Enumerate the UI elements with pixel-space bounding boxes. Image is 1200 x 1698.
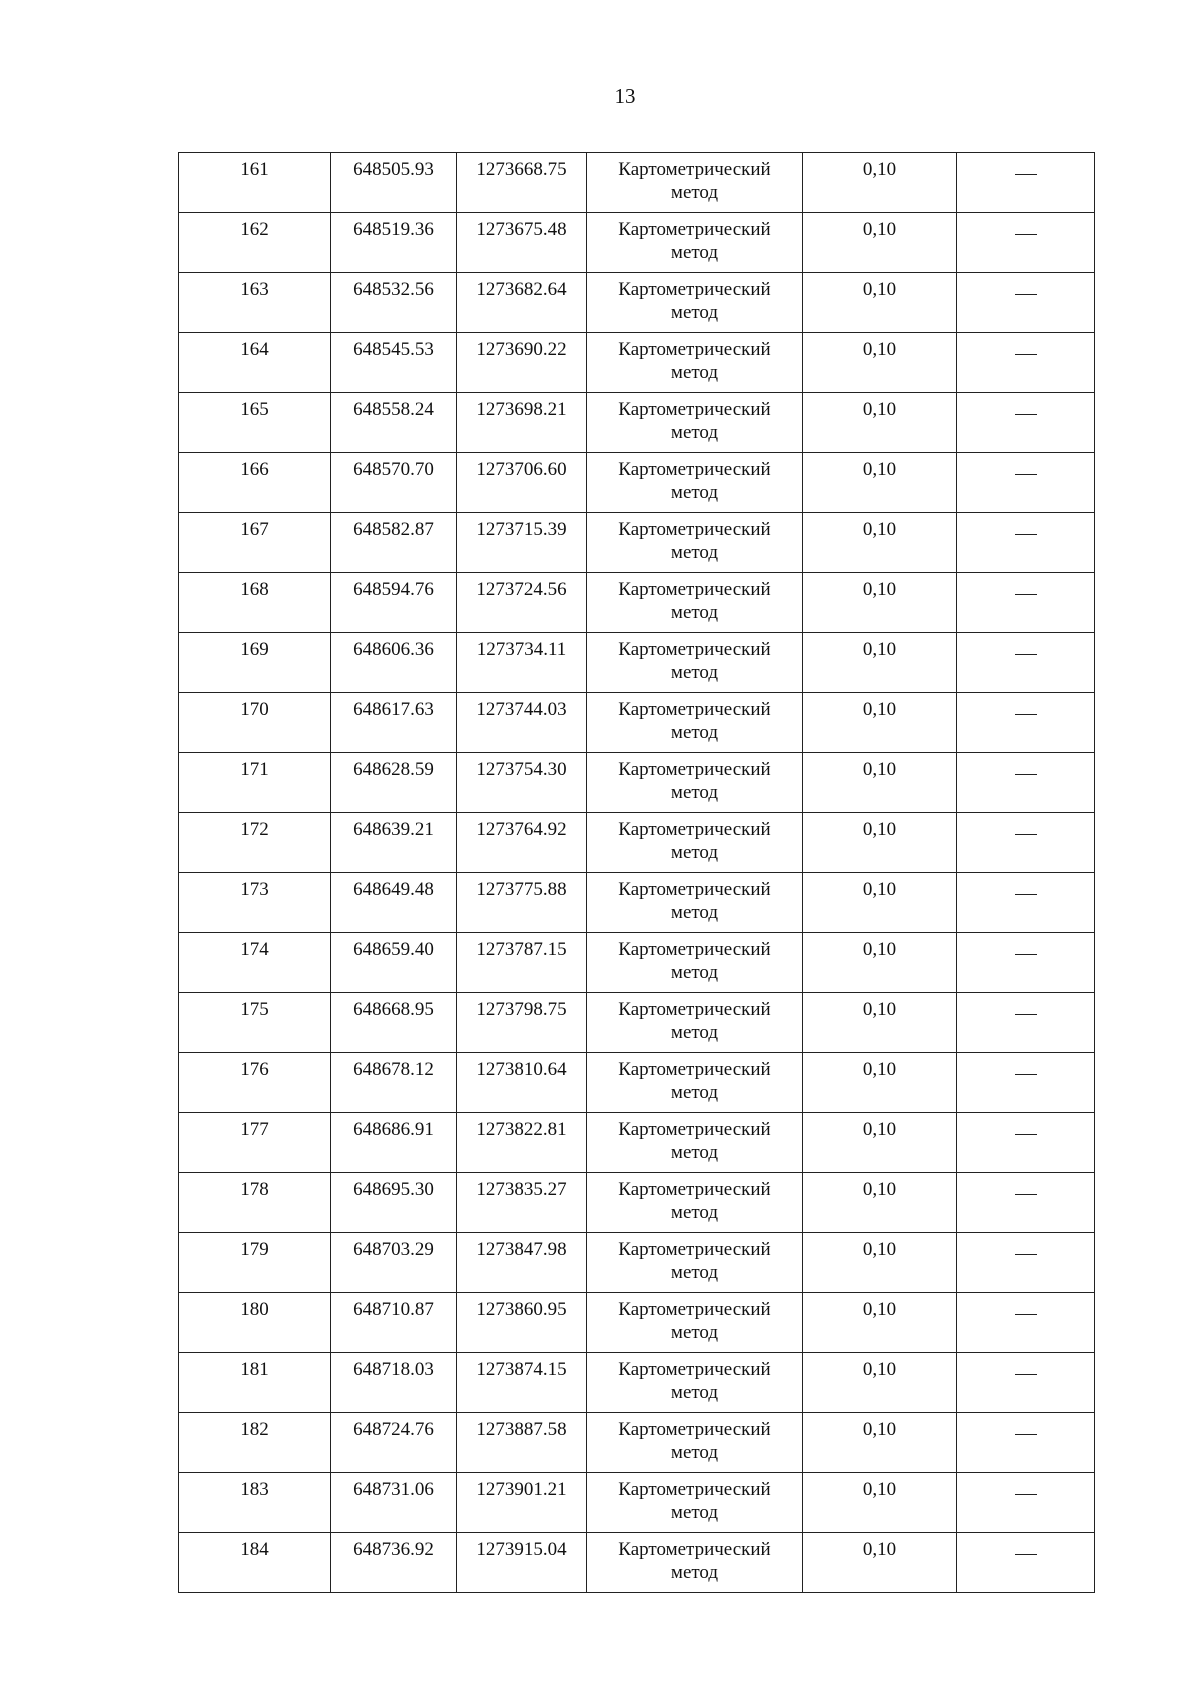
note-cell [957, 1113, 1095, 1173]
point-number-cell: 177 [179, 1113, 331, 1173]
method-line-1: Картометрический [618, 1479, 771, 1500]
page-number: 13 [614, 84, 636, 108]
method-cell [587, 453, 803, 513]
y-coordinate-cell: 1273754.30 [457, 753, 587, 813]
method-line-2: метод [670, 842, 719, 863]
method-cell [587, 873, 803, 933]
dash-mark [1015, 474, 1037, 475]
method-line-1: Картометрический [618, 699, 771, 720]
y-coordinate-cell: 1273810.64 [457, 1053, 587, 1113]
x-coordinate-cell: 648724.76 [331, 1413, 457, 1473]
method-line-2: метод [670, 542, 719, 563]
method-line-2: метод [670, 1202, 719, 1223]
x-coordinate-cell: 648617.63 [331, 693, 457, 753]
table-row [179, 1533, 1095, 1593]
table-row [179, 1053, 1095, 1113]
table-row [179, 513, 1095, 573]
method-line-2: метод [670, 962, 719, 983]
y-coordinate-cell: 1273690.22 [457, 333, 587, 393]
dash-mark [1015, 354, 1037, 355]
method-line-1: Картометрический [618, 1359, 771, 1380]
point-number-cell: 181 [179, 1353, 331, 1413]
note-cell [957, 153, 1095, 213]
method-line-2: метод [670, 1502, 719, 1523]
accuracy-cell: 0,10 [803, 873, 957, 933]
note-cell [957, 1413, 1095, 1473]
point-number-cell: 161 [179, 153, 331, 213]
method-line-2: метод [670, 1082, 719, 1103]
method-line-1: Картометрический [618, 639, 771, 660]
coordinates-table-body [179, 153, 1095, 1593]
table-row [179, 1233, 1095, 1293]
accuracy-cell: 0,10 [803, 693, 957, 753]
method-line-2: метод [670, 782, 719, 803]
table-row [179, 1353, 1095, 1413]
method-cell [587, 633, 803, 693]
method-cell [587, 273, 803, 333]
table-row [179, 1113, 1095, 1173]
y-coordinate-cell: 1273764.92 [457, 813, 587, 873]
method-line-1: Картометрический [618, 819, 771, 840]
method-line-2: метод [670, 422, 719, 443]
dash-mark [1015, 1434, 1037, 1435]
table-row [179, 753, 1095, 813]
point-number-cell: 172 [179, 813, 331, 873]
note-cell [957, 213, 1095, 273]
dash-mark [1015, 654, 1037, 655]
y-coordinate-cell: 1273744.03 [457, 693, 587, 753]
table-row [179, 1413, 1095, 1473]
accuracy-cell: 0,10 [803, 933, 957, 993]
point-number-cell: 162 [179, 213, 331, 273]
point-number-cell: 164 [179, 333, 331, 393]
method-line-1: Картометрический [618, 1179, 771, 1200]
point-number-cell: 184 [179, 1533, 331, 1593]
dash-mark [1015, 594, 1037, 595]
y-coordinate-cell: 1273887.58 [457, 1413, 587, 1473]
x-coordinate-cell: 648606.36 [331, 633, 457, 693]
method-cell [587, 213, 803, 273]
accuracy-cell: 0,10 [803, 1053, 957, 1113]
point-number-cell: 183 [179, 1473, 331, 1533]
method-line-2: метод [670, 722, 719, 743]
accuracy-cell: 0,10 [803, 1293, 957, 1353]
method-line-1: Картометрический [618, 759, 771, 780]
table-row [179, 993, 1095, 1053]
dash-mark [1015, 294, 1037, 295]
table-row [179, 453, 1095, 513]
dash-mark [1015, 234, 1037, 235]
table-row [179, 1173, 1095, 1233]
method-cell [587, 693, 803, 753]
method-line-1: Картометрический [618, 939, 771, 960]
accuracy-cell: 0,10 [803, 333, 957, 393]
dash-mark [1015, 834, 1037, 835]
point-number-cell: 171 [179, 753, 331, 813]
method-line-1: Картометрический [618, 999, 771, 1020]
method-line-2: метод [670, 1442, 719, 1463]
table-row [179, 573, 1095, 633]
x-coordinate-cell: 648594.76 [331, 573, 457, 633]
point-number-cell: 165 [179, 393, 331, 453]
method-line-1: Картометрический [618, 1539, 771, 1560]
dash-mark [1015, 1554, 1037, 1555]
x-coordinate-cell: 648649.48 [331, 873, 457, 933]
dash-mark [1015, 1014, 1037, 1015]
x-coordinate-cell: 648736.92 [331, 1533, 457, 1593]
y-coordinate-cell: 1273668.75 [457, 153, 587, 213]
method-line-1: Картометрический [618, 459, 771, 480]
dash-mark [1015, 1254, 1037, 1255]
note-cell [957, 1533, 1095, 1593]
y-coordinate-cell: 1273860.95 [457, 1293, 587, 1353]
method-cell [587, 153, 803, 213]
table-row [179, 333, 1095, 393]
x-coordinate-cell: 648558.24 [331, 393, 457, 453]
dash-mark [1015, 954, 1037, 955]
note-cell [957, 273, 1095, 333]
method-cell [587, 1113, 803, 1173]
x-coordinate-cell: 648639.21 [331, 813, 457, 873]
method-cell [587, 1533, 803, 1593]
dash-mark [1015, 774, 1037, 775]
accuracy-cell: 0,10 [803, 573, 957, 633]
x-coordinate-cell: 648710.87 [331, 1293, 457, 1353]
point-number-cell: 166 [179, 453, 331, 513]
accuracy-cell: 0,10 [803, 1353, 957, 1413]
accuracy-cell: 0,10 [803, 1413, 957, 1473]
dash-mark [1015, 1194, 1037, 1195]
coordinates-table [178, 152, 1095, 1593]
table-row [179, 933, 1095, 993]
method-line-2: метод [670, 182, 719, 203]
dash-mark [1015, 714, 1037, 715]
method-cell [587, 1473, 803, 1533]
method-line-2: метод [670, 1322, 719, 1343]
y-coordinate-cell: 1273835.27 [457, 1173, 587, 1233]
point-number-cell: 167 [179, 513, 331, 573]
point-number-cell: 175 [179, 993, 331, 1053]
x-coordinate-cell: 648659.40 [331, 933, 457, 993]
y-coordinate-cell: 1273798.75 [457, 993, 587, 1053]
method-line-2: метод [670, 1142, 719, 1163]
table-row [179, 693, 1095, 753]
note-cell [957, 393, 1095, 453]
x-coordinate-cell: 648695.30 [331, 1173, 457, 1233]
x-coordinate-cell: 648570.70 [331, 453, 457, 513]
method-line-2: метод [670, 1562, 719, 1583]
note-cell [957, 633, 1095, 693]
y-coordinate-cell: 1273915.04 [457, 1533, 587, 1593]
method-line-1: Картометрический [618, 399, 771, 420]
method-line-1: Картометрический [618, 519, 771, 540]
method-cell [587, 1173, 803, 1233]
method-line-1: Картометрический [618, 579, 771, 600]
accuracy-cell: 0,10 [803, 753, 957, 813]
accuracy-cell: 0,10 [803, 1233, 957, 1293]
note-cell [957, 1353, 1095, 1413]
note-cell [957, 1473, 1095, 1533]
x-coordinate-cell: 648678.12 [331, 1053, 457, 1113]
table-row [179, 273, 1095, 333]
note-cell [957, 513, 1095, 573]
dash-mark [1015, 894, 1037, 895]
method-line-1: Картометрический [618, 1239, 771, 1260]
dash-mark [1015, 1134, 1037, 1135]
note-cell [957, 1053, 1095, 1113]
point-number-cell: 179 [179, 1233, 331, 1293]
note-cell [957, 753, 1095, 813]
method-cell [587, 1353, 803, 1413]
y-coordinate-cell: 1273706.60 [457, 453, 587, 513]
y-coordinate-cell: 1273822.81 [457, 1113, 587, 1173]
y-coordinate-cell: 1273675.48 [457, 213, 587, 273]
point-number-cell: 180 [179, 1293, 331, 1353]
accuracy-cell: 0,10 [803, 513, 957, 573]
accuracy-cell: 0,10 [803, 993, 957, 1053]
note-cell [957, 573, 1095, 633]
accuracy-cell: 0,10 [803, 393, 957, 453]
dash-mark [1015, 534, 1037, 535]
method-line-2: метод [670, 902, 719, 923]
method-line-2: метод [670, 1022, 719, 1043]
point-number-cell: 163 [179, 273, 331, 333]
y-coordinate-cell: 1273787.15 [457, 933, 587, 993]
method-line-1: Картометрический [618, 159, 771, 180]
dash-mark [1015, 1494, 1037, 1495]
method-line-1: Картометрический [618, 219, 771, 240]
dash-mark [1015, 1374, 1037, 1375]
accuracy-cell: 0,10 [803, 1473, 957, 1533]
table-row [179, 813, 1095, 873]
point-number-cell: 178 [179, 1173, 331, 1233]
x-coordinate-cell: 648545.53 [331, 333, 457, 393]
accuracy-cell: 0,10 [803, 213, 957, 273]
method-line-1: Картометрический [618, 1119, 771, 1140]
y-coordinate-cell: 1273724.56 [457, 573, 587, 633]
dash-mark [1015, 1314, 1037, 1315]
dash-mark [1015, 174, 1037, 175]
note-cell [957, 1293, 1095, 1353]
note-cell [957, 453, 1095, 513]
accuracy-cell: 0,10 [803, 1173, 957, 1233]
table-row [179, 873, 1095, 933]
accuracy-cell: 0,10 [803, 273, 957, 333]
method-line-1: Картометрический [618, 339, 771, 360]
x-coordinate-cell: 648519.36 [331, 213, 457, 273]
method-line-1: Картометрический [618, 1059, 771, 1080]
method-line-2: метод [670, 482, 719, 503]
y-coordinate-cell: 1273734.11 [457, 633, 587, 693]
method-line-2: метод [670, 362, 719, 383]
x-coordinate-cell: 648686.91 [331, 1113, 457, 1173]
table-row [179, 153, 1095, 213]
method-line-1: Картометрический [618, 1299, 771, 1320]
accuracy-cell: 0,10 [803, 453, 957, 513]
method-line-2: метод [670, 1262, 719, 1283]
method-line-2: метод [670, 1382, 719, 1403]
accuracy-cell: 0,10 [803, 1113, 957, 1173]
method-cell [587, 1293, 803, 1353]
method-line-1: Картометрический [618, 879, 771, 900]
x-coordinate-cell: 648582.87 [331, 513, 457, 573]
note-cell [957, 1233, 1095, 1293]
accuracy-cell: 0,10 [803, 153, 957, 213]
x-coordinate-cell: 648703.29 [331, 1233, 457, 1293]
table-row [179, 393, 1095, 453]
method-cell [587, 1053, 803, 1113]
y-coordinate-cell: 1273901.21 [457, 1473, 587, 1533]
method-cell [587, 393, 803, 453]
x-coordinate-cell: 648718.03 [331, 1353, 457, 1413]
note-cell [957, 873, 1095, 933]
note-cell [957, 813, 1095, 873]
method-cell [587, 933, 803, 993]
point-number-cell: 168 [179, 573, 331, 633]
point-number-cell: 170 [179, 693, 331, 753]
method-cell [587, 573, 803, 633]
method-cell [587, 753, 803, 813]
accuracy-cell: 0,10 [803, 813, 957, 873]
y-coordinate-cell: 1273874.15 [457, 1353, 587, 1413]
y-coordinate-cell: 1273698.21 [457, 393, 587, 453]
method-cell [587, 333, 803, 393]
method-cell [587, 1413, 803, 1473]
note-cell [957, 333, 1095, 393]
point-number-cell: 174 [179, 933, 331, 993]
method-line-2: метод [670, 242, 719, 263]
note-cell [957, 693, 1095, 753]
method-cell [587, 1233, 803, 1293]
point-number-cell: 182 [179, 1413, 331, 1473]
y-coordinate-cell: 1273775.88 [457, 873, 587, 933]
accuracy-cell: 0,10 [803, 1533, 957, 1593]
note-cell [957, 933, 1095, 993]
accuracy-cell: 0,10 [803, 633, 957, 693]
method-line-1: Картометрический [618, 279, 771, 300]
method-line-1: Картометрический [618, 1419, 771, 1440]
note-cell [957, 993, 1095, 1053]
table-row [179, 633, 1095, 693]
y-coordinate-cell: 1273682.64 [457, 273, 587, 333]
dash-mark [1015, 1074, 1037, 1075]
table-row [179, 213, 1095, 273]
method-cell [587, 993, 803, 1053]
method-cell [587, 513, 803, 573]
y-coordinate-cell: 1273715.39 [457, 513, 587, 573]
method-cell [587, 813, 803, 873]
x-coordinate-cell: 648505.93 [331, 153, 457, 213]
note-cell [957, 1173, 1095, 1233]
y-coordinate-cell: 1273847.98 [457, 1233, 587, 1293]
table-row [179, 1473, 1095, 1533]
method-line-2: метод [670, 602, 719, 623]
point-number-cell: 173 [179, 873, 331, 933]
point-number-cell: 176 [179, 1053, 331, 1113]
table-row [179, 1293, 1095, 1353]
dash-mark [1015, 414, 1037, 415]
x-coordinate-cell: 648731.06 [331, 1473, 457, 1533]
method-line-2: метод [670, 302, 719, 323]
x-coordinate-cell: 648628.59 [331, 753, 457, 813]
x-coordinate-cell: 648532.56 [331, 273, 457, 333]
point-number-cell: 169 [179, 633, 331, 693]
x-coordinate-cell: 648668.95 [331, 993, 457, 1053]
method-line-2: метод [670, 662, 719, 683]
